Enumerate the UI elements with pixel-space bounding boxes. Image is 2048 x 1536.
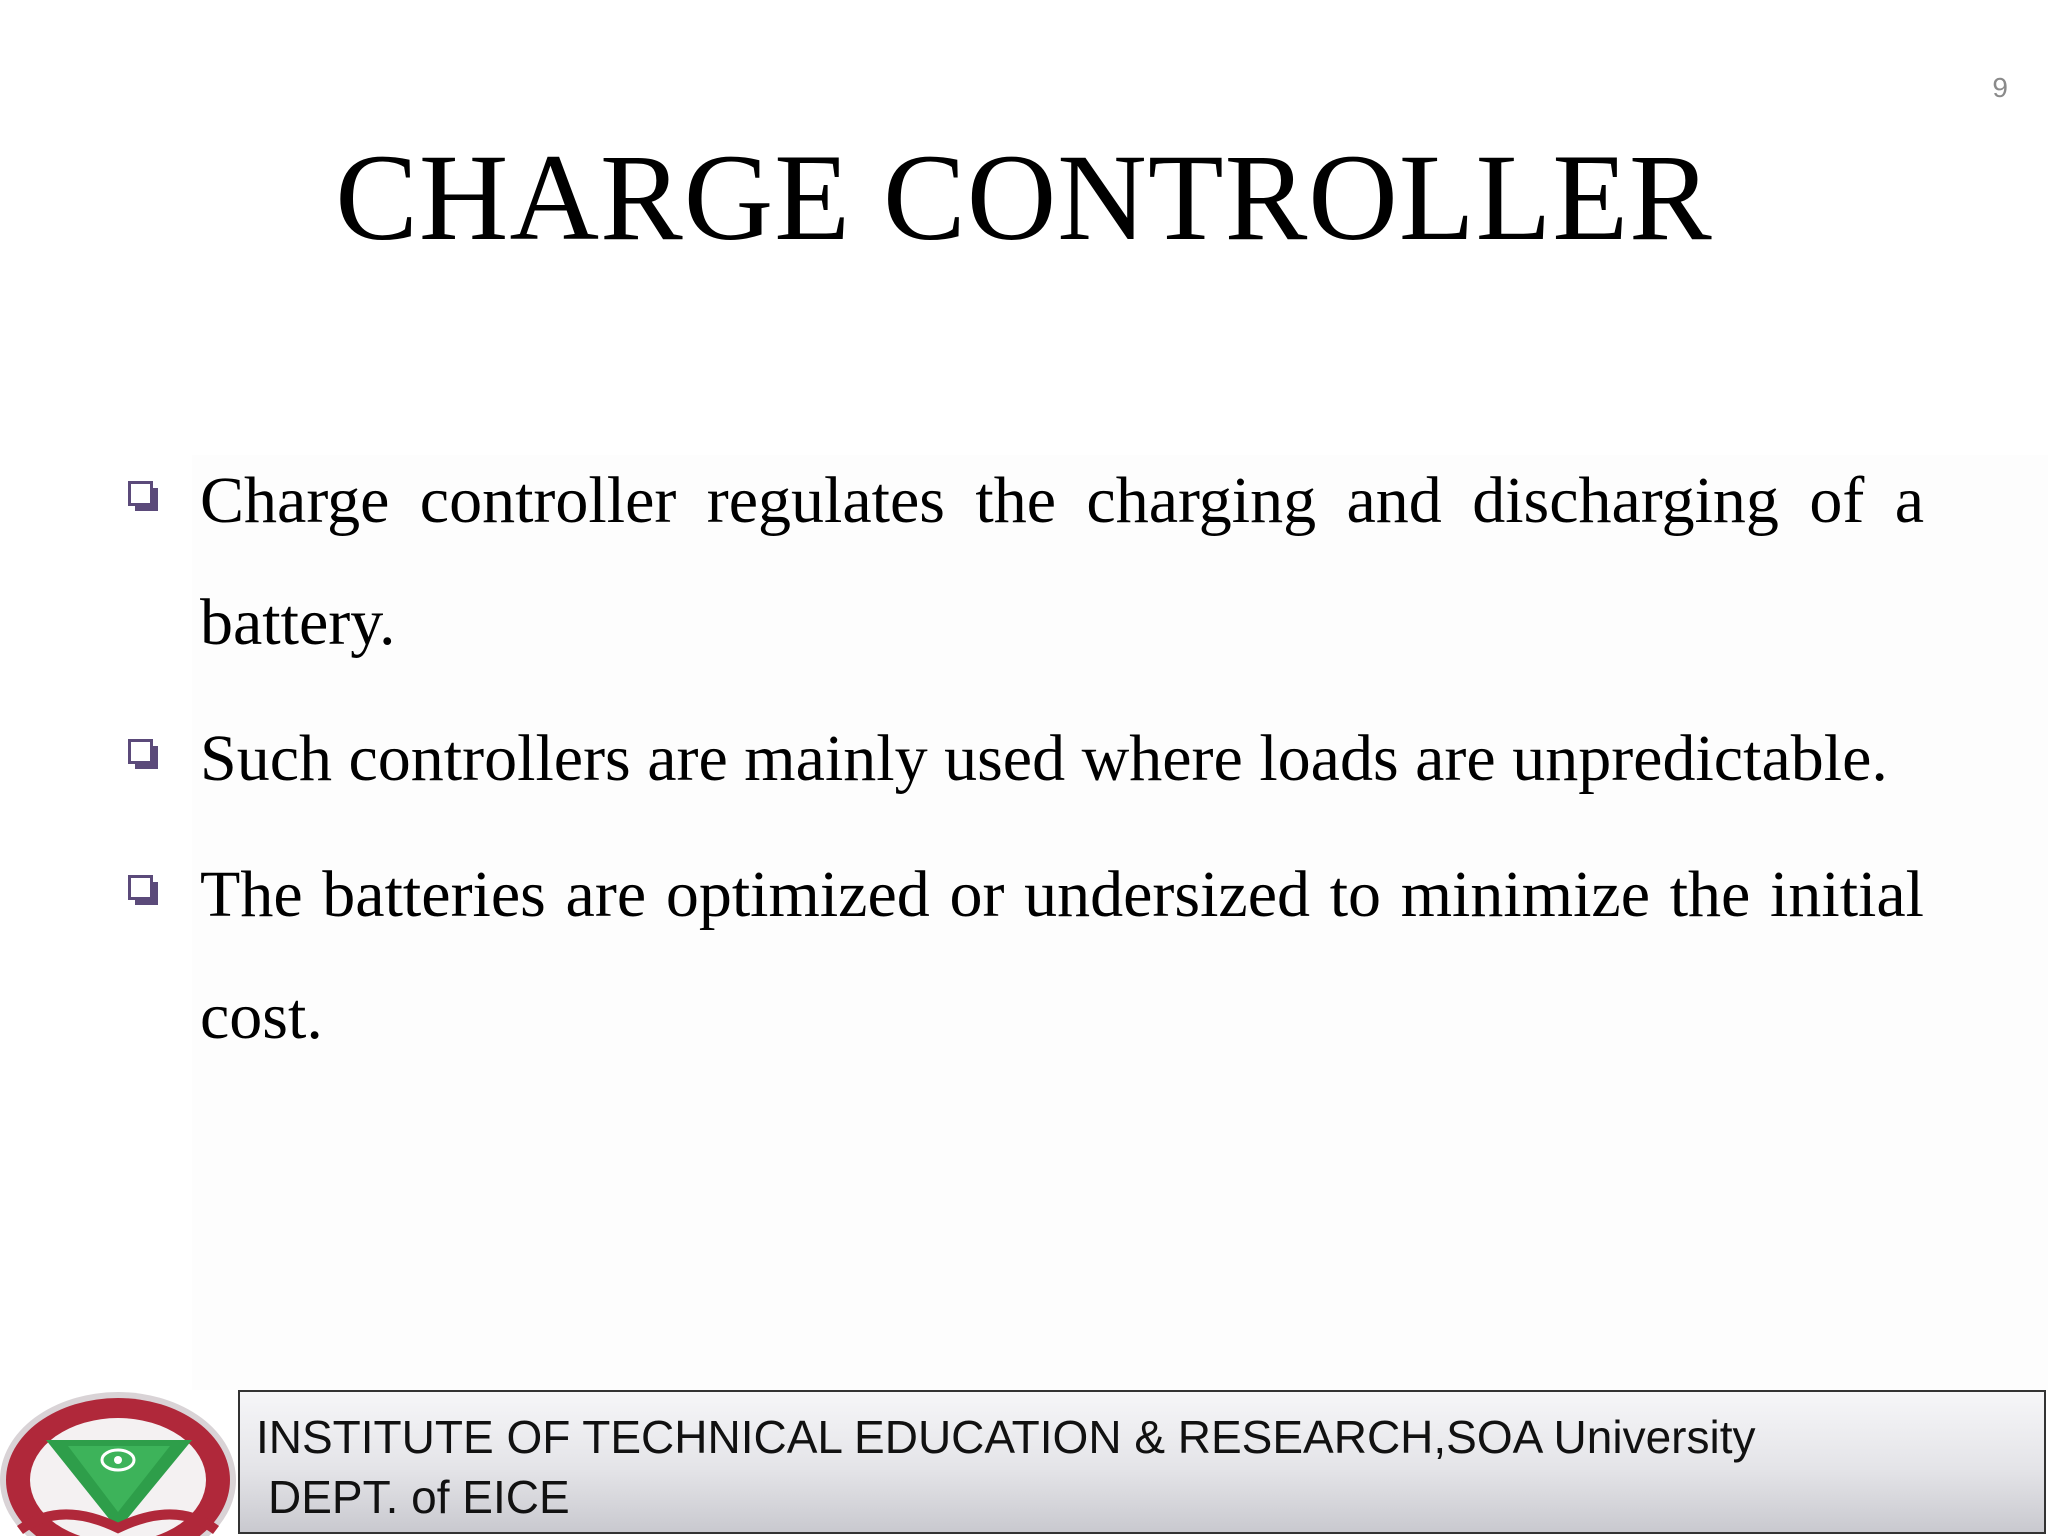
bullet-item: [124, 834, 1924, 1078]
hollow-square-bullet-icon: [128, 739, 158, 769]
bullet-text: Charge controller regulates the charging and discharging of a battery.: [200, 464, 1924, 659]
institute-name: INSTITUTE OF TECHNICAL EDUCATION & RESEARCH,SOA University: [256, 1411, 1756, 1463]
hollow-square-bullet-icon: [128, 875, 158, 905]
bullet-text: Such controllers are mainly used where loads are unpredictable.: [200, 722, 1888, 795]
bullet-item: [124, 440, 1924, 684]
university-seal-logo: [0, 1380, 240, 1536]
hollow-square-bullet-icon: [128, 481, 158, 511]
page-number: 9: [1992, 72, 2008, 103]
bullet-item: [124, 698, 1924, 820]
department-name: DEPT. of EICE: [268, 1471, 570, 1523]
slide-title: CHARGE CONTROLLER: [335, 129, 1713, 266]
footer-bar: [238, 1390, 2046, 1534]
bullet-list: [124, 440, 1924, 1092]
bullet-text: The batteries are optimized or undersized to minimize the initial cost.: [200, 858, 1924, 1053]
